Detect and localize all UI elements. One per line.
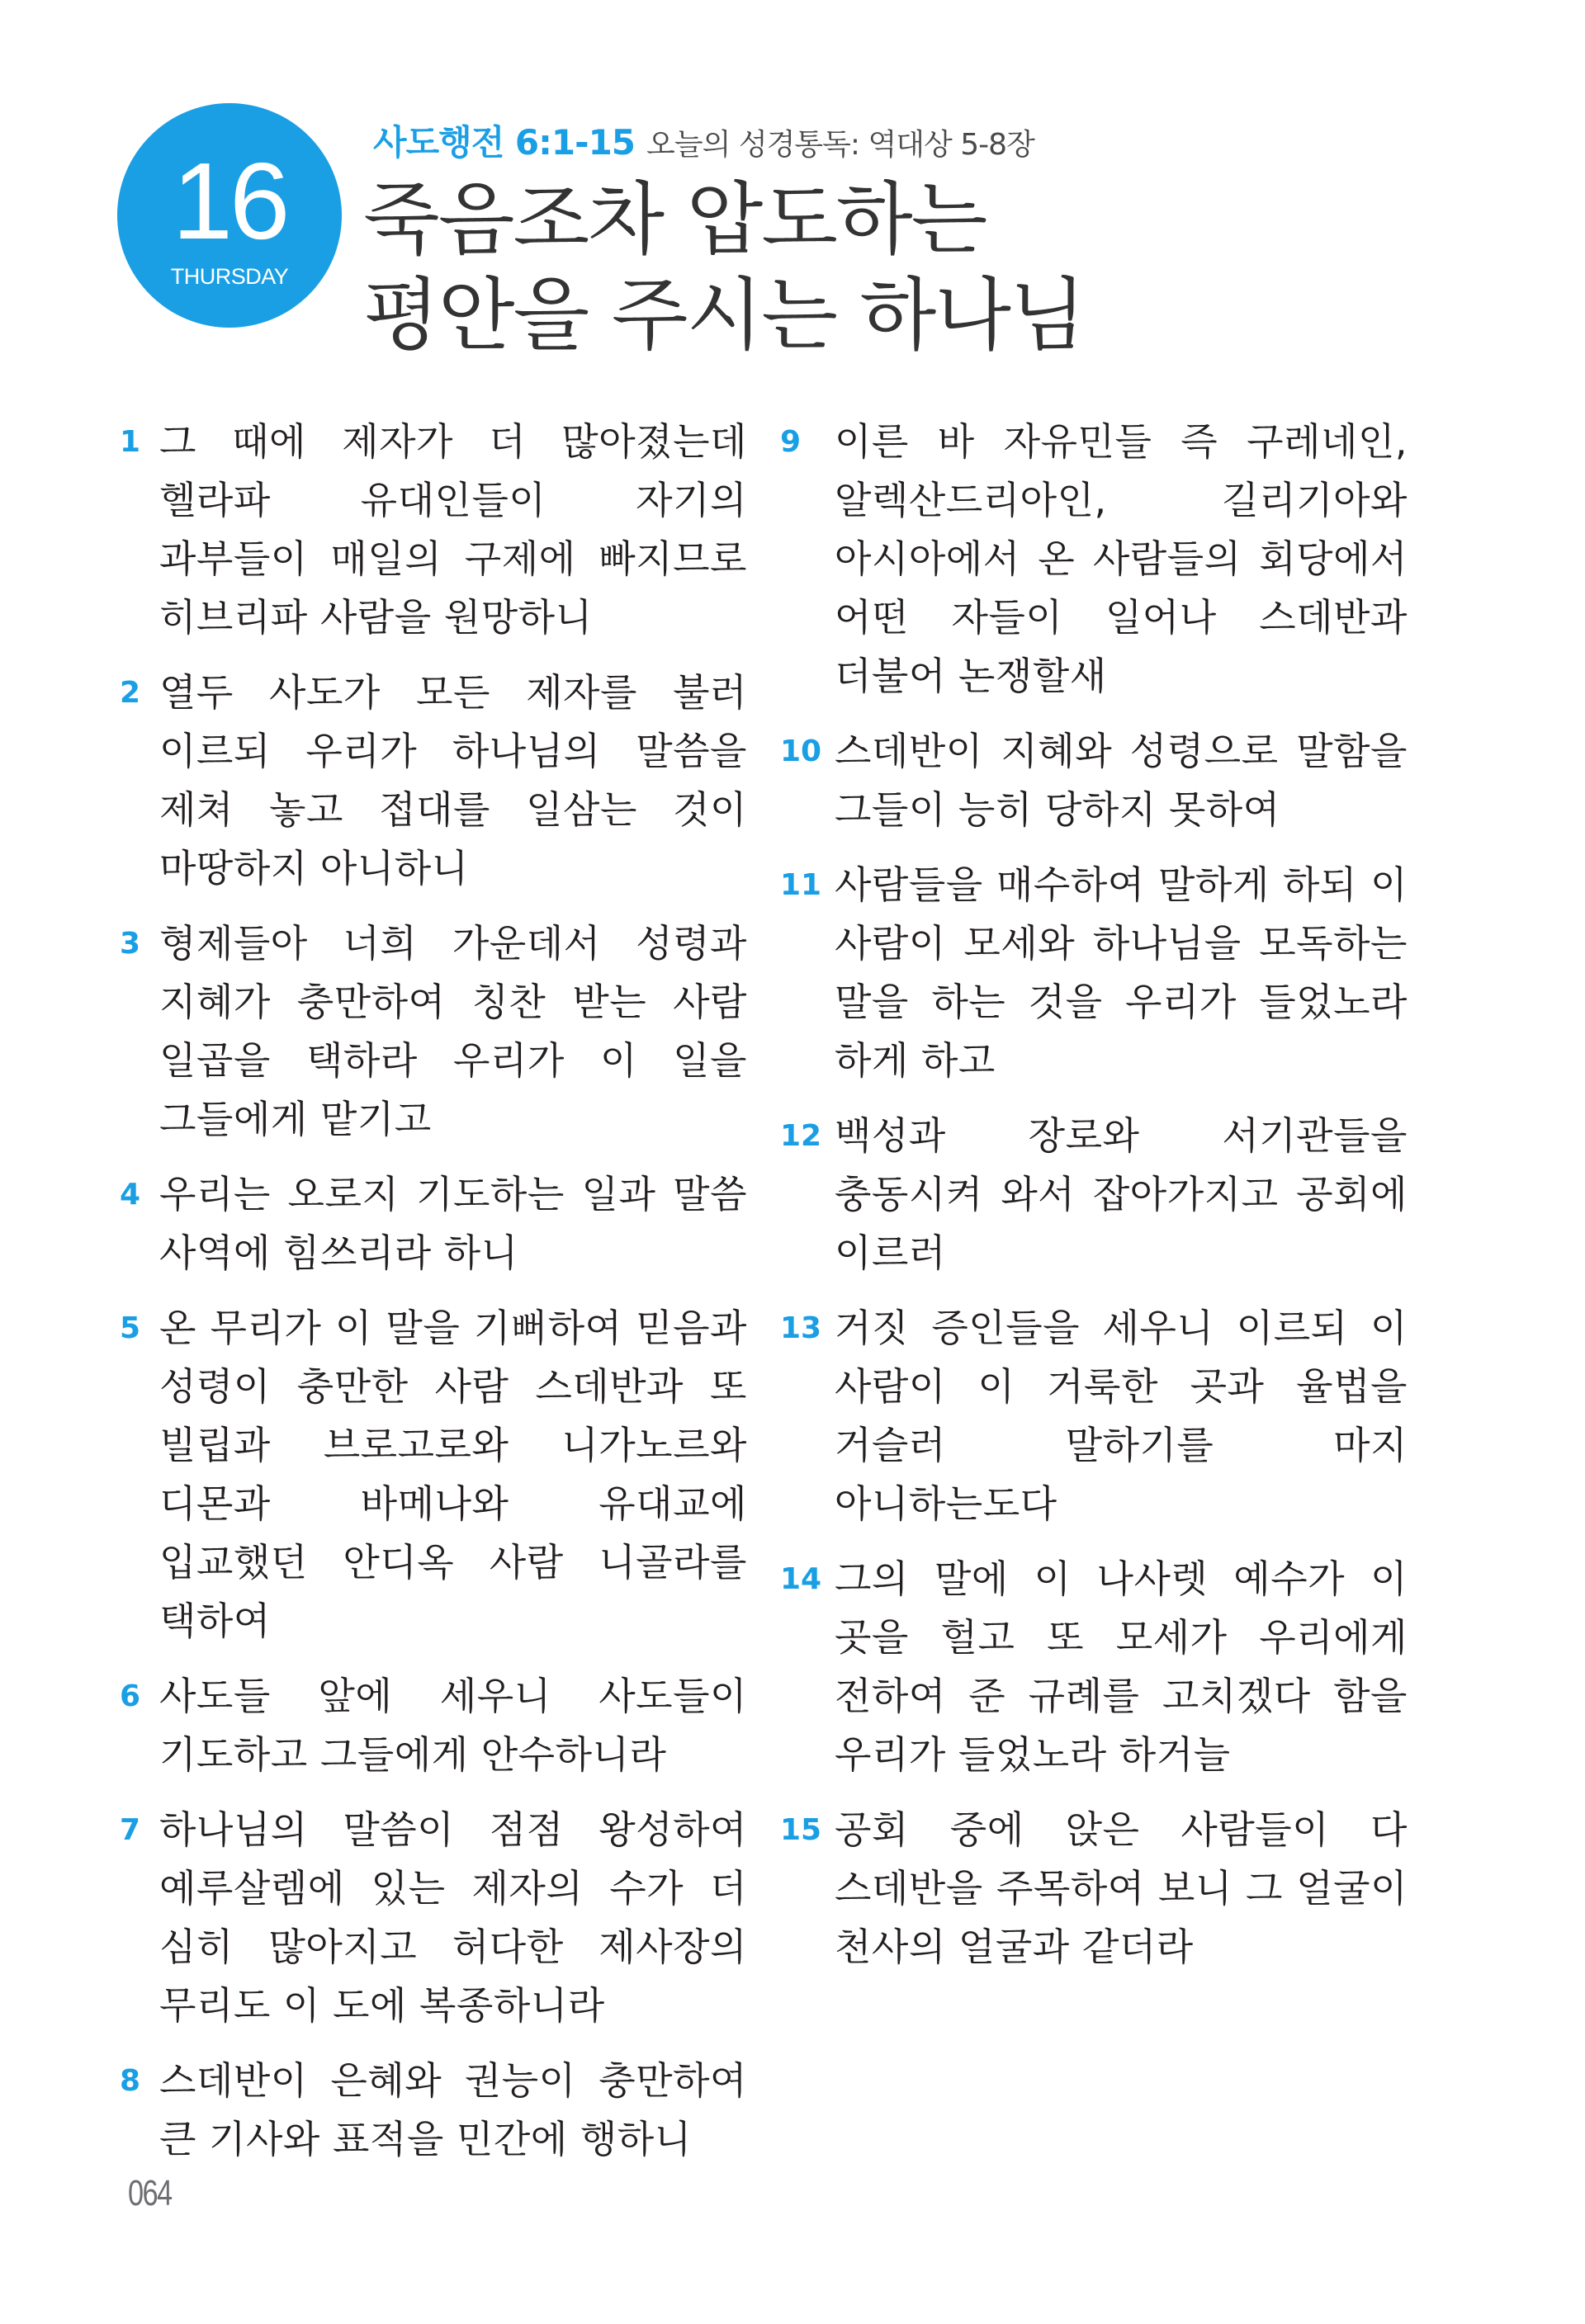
verse-text: 열두 사도가 모든 제자를 불러 이르되 우리가 하나님의 말씀을 제쳐 놓고 접대를 일삼는 것이 마땅하지 아니하니: [159, 670, 747, 890]
verse: [120, 413, 747, 647]
page-title: [363, 172, 1446, 363]
verse-number: 7: [120, 1813, 141, 1847]
verse: [120, 1801, 747, 2035]
verse-text: 사람들을 매수하여 말하게 하되 이 사람이 모세와 하나님을 모독하는 말을 하는 것을 우리가 들었노라 하게 하고: [835, 862, 1408, 1083]
verse-number: 14: [780, 1562, 822, 1596]
verse-number: 9: [780, 425, 802, 459]
verse-text: 그 때에 제자가 더 많아졌는데 헬라파 유대인들이 자기의 과부들이 매일의 구제에 빠지므로 히브리파 사람을 원망하니: [159, 419, 747, 640]
page-number: 064: [128, 2173, 172, 2213]
reference-line: [373, 116, 1446, 168]
title-line-2: 평안을 주시는 하나님: [363, 269, 1085, 361]
verse: [780, 1107, 1408, 1282]
verse: [780, 1299, 1408, 1533]
verse: [780, 413, 1408, 706]
verse-text: 스데반이 은혜와 권능이 충만하여 큰 기사와 표적을 민간에 행하니: [159, 2058, 747, 2161]
verse: [780, 1801, 1408, 1977]
verse-number: 4: [120, 1178, 141, 1212]
verse-number: 5: [120, 1311, 141, 1345]
verse-number: 1: [120, 425, 141, 459]
verse: [780, 856, 1408, 1090]
verse-number: 6: [120, 1679, 141, 1713]
verse-number: 13: [780, 1311, 822, 1345]
verse-text: 온 무리가 이 말을 기뻐하여 믿음과 성령이 충만한 사람 스데반과 또 빌립과 브로고로와 니가노르와 디몬과 바메나와 유대교에 입교했던 안디옥 사람 니골라를 택하여: [159, 1306, 747, 1643]
date-weekday: THURSDAY: [170, 263, 289, 289]
verse: [120, 1165, 747, 1282]
verse-text: 우리는 오로지 기도하는 일과 말씀 사역에 힘쓰리라 하니: [159, 1172, 747, 1275]
date-badge: [117, 103, 342, 328]
verse: [120, 914, 747, 1149]
verse-number: 15: [780, 1813, 822, 1847]
verse-text: 이른 바 자유민들 즉 구레네인, 알렉산드리아인, 길리기아와 아시아에서 온 사람들의 회당에서 어떤 자들이 일어나 스데반과 더불어 논쟁할새: [835, 419, 1408, 698]
verses-right-column: [780, 413, 1408, 1993]
verses-left-column: [120, 413, 747, 2185]
verse-text: 스데반이 지혜와 성령으로 말함을 그들이 능히 당하지 못하여: [835, 729, 1408, 832]
verse-text: 백성과 장로와 서기관들을 충동시켜 와서 잡아가지고 공회에 이르러: [835, 1113, 1408, 1275]
verse-number: 11: [780, 868, 822, 902]
page-header: [363, 116, 1446, 363]
verse-number: 2: [120, 676, 141, 710]
verse: [780, 722, 1408, 839]
verse: [120, 2052, 747, 2169]
verse: [120, 1667, 747, 1784]
verse-number: 10: [780, 735, 822, 768]
verse-text: 사도들 앞에 세우니 사도들이 기도하고 그들에게 안수하니라: [159, 1674, 747, 1777]
passage-reference: 사도행전 6:1-15: [373, 122, 636, 163]
verse-number: 8: [120, 2064, 141, 2098]
verse: [120, 1299, 747, 1651]
date-day: 16: [172, 139, 287, 262]
verse-text: 형제들아 너희 가운데서 성령과 지혜가 충만하여 칭찬 받는 사람 일곱을 택하라 우리가 이 일을 그들에게 맡기고: [159, 921, 747, 1141]
verse-number: 12: [780, 1119, 822, 1153]
reading-plan: 오늘의 성경통독: 역대상 5-8장: [646, 128, 1034, 162]
verse-text: 공회 중에 앉은 사람들이 다 스데반을 주목하여 보니 그 얼굴이 천사의 얼굴과 같더라: [835, 1807, 1408, 1969]
verse-number: 3: [120, 927, 141, 961]
verse-text: 그의 말에 이 나사렛 예수가 이 곳을 헐고 또 모세가 우리에게 전하여 준 규례를 고치겠다 함을 우리가 들었노라 하거늘: [835, 1556, 1408, 1777]
verse-text: 거짓 증인들을 세우니 이르되 이 사람이 이 거룩한 곳과 율법을 거슬러 말하기를 마지 아니하는도다: [835, 1306, 1408, 1526]
verse: [120, 664, 747, 898]
verse-text: 하나님의 말씀이 점점 왕성하여 예루살렘에 있는 제자의 수가 더 심히 많아지고 허다한 제사장의 무리도 이 도에 복종하니라: [159, 1807, 747, 2028]
verse: [780, 1550, 1408, 1784]
title-line-1: 죽음조차 압도하는: [363, 173, 986, 266]
